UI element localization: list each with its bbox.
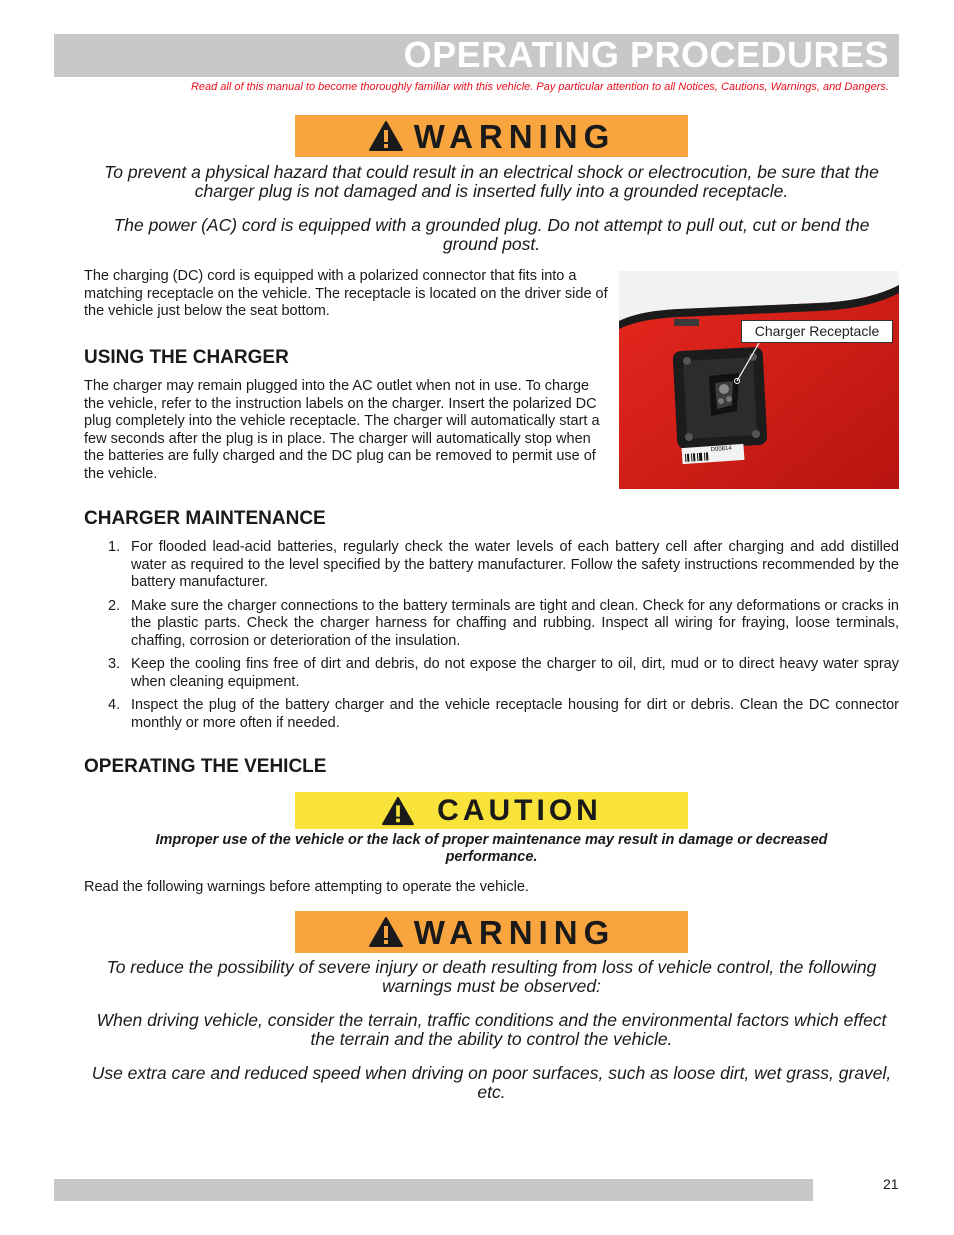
warning-text: Use extra care and reduced speed when driving on poor surfaces, such as loose dirt, wet grass, gravel, etc. xyxy=(91,1063,892,1102)
header-bar xyxy=(54,34,899,77)
caution-label: CAUTION xyxy=(437,793,602,827)
warning-label: WARNING xyxy=(413,913,616,951)
warning-triangle-icon xyxy=(368,120,404,152)
read-warnings-paragraph: Read the following warnings before attempting to operate the vehicle. xyxy=(84,879,529,895)
warning-banner xyxy=(295,115,688,157)
intro-note: Read all of this manual to become thoroughly familiar with this vehicle. Pay particular attention to all Notices, Cautions, Warnings, and Dangers. xyxy=(190,81,889,93)
warning-triangle-icon xyxy=(368,916,404,948)
warning-text: To prevent a physical hazard that could result in an electrical shock or electrocution, be sure that the charger plug is not damaged and is inserted fully into a grounded receptacle. xyxy=(104,162,879,201)
warning-text: When driving vehicle, consider the terrain, traffic conditions and the environmental factors which effect the terrain and the ability to control the vehicle. xyxy=(96,1010,887,1049)
warning-label: WARNING xyxy=(413,117,616,155)
list-item: 3. Keep the cooling fins free of dirt and debris, do not expose the charger to oil, dirt, mud or to direct heavy water spray when cleaning equipment. xyxy=(108,656,899,690)
receptacle-illustration xyxy=(619,271,899,489)
warning-text: To reduce the possibility of severe injury or death resulting from loss of vehicle control, the following warnings must be observed: xyxy=(106,957,877,996)
list-item: 2. Make sure the charger connections to the battery terminals are tight and clean. Check for any deformations or cracks in the plastic parts. Check the charger harness for chaffing and rubbing. Inspect all wiring for fraying, loose terminals, chaffing, corrosion or deterioration of the insulation. xyxy=(108,597,899,649)
maintenance-list xyxy=(84,539,899,738)
section-heading-operating-vehicle: OPERATING THE VEHICLE xyxy=(84,756,327,777)
page-number: 21 xyxy=(883,1176,899,1192)
footer-bar xyxy=(54,1179,813,1201)
section-heading-charger-maintenance: CHARGER MAINTENANCE xyxy=(84,508,326,529)
page-title: OPERATING PROCEDURES xyxy=(403,34,889,75)
section-heading-using-charger: USING THE CHARGER xyxy=(84,347,289,368)
dc-cord-paragraph: The charging (DC) cord is equipped with a polarized connector that fits into a matching receptacle on the vehicle. The receptacle is located on the driver side of the vehicle just below the seat bottom. xyxy=(84,268,608,319)
caution-banner xyxy=(295,792,688,829)
warning-triangle-icon xyxy=(381,796,415,826)
warning-text: The power (AC) cord is equipped with a grounded plug. Do not attempt to pull out, cut or bend the ground post. xyxy=(113,215,870,254)
using-charger-paragraph: The charger may remain plugged into the AC outlet when not in use. To charge the vehicle, refer to the instruction labels on the charger. Insert the polarized DC plug completely into the vehicle receptacle. The charger will automatically start a few seconds after the plug is in place. The charger will automatically stop when the batteries are fully charged and the DC plug can be removed to permit use of the vehicle. xyxy=(84,378,600,482)
charger-receptacle-photo xyxy=(619,271,899,489)
warning-banner xyxy=(295,911,688,953)
list-item: 1. For flooded lead-acid batteries, regularly check the water levels of each battery cell after charging and add distilled water as required to the level specified by the battery manufacturer. Follow the safety instructions recommended by the battery manufacturer. xyxy=(108,539,899,590)
receptacle-tag-code: D00814 xyxy=(710,445,732,454)
caution-text: Improper use of the vehicle or the lack of proper maintenance may result in damage or decreased performance. xyxy=(155,832,828,865)
list-item: 4. Inspect the plug of the battery charger and the vehicle receptacle housing for dirt or debris. Clean the DC connector monthly or more often if needed. xyxy=(108,697,899,731)
photo-callout-label: Charger Receptacle xyxy=(741,320,893,343)
